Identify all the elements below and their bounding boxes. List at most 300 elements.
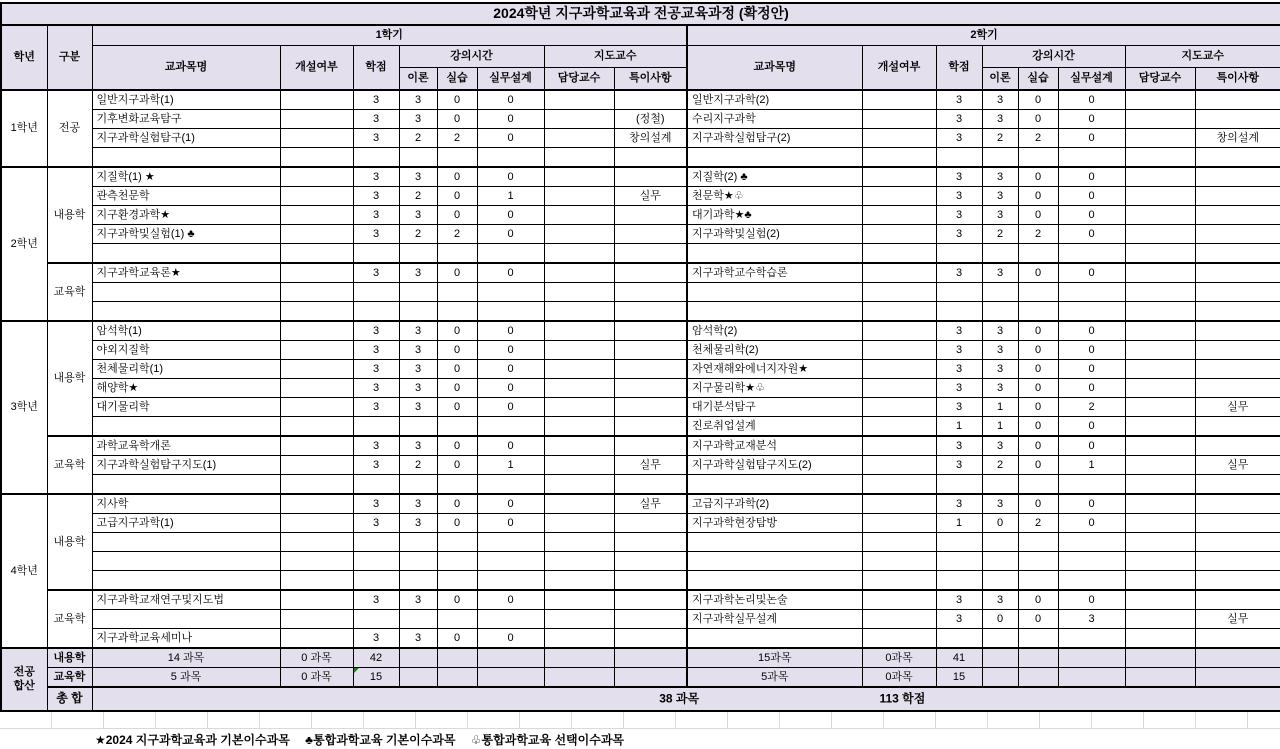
course-name-cell: 지구과학교육론★ [92, 263, 280, 283]
course-name-cell: 기후변화교육탐구 [92, 110, 280, 129]
design-hours-cell: 0 [477, 110, 544, 129]
design-hours-cell [1058, 533, 1125, 552]
professor-cell [544, 533, 614, 552]
design-hours-cell: 0 [477, 129, 544, 148]
note-cell [1195, 283, 1280, 302]
course-name-cell: 지구과학및실험(2) [687, 225, 862, 244]
professor-cell [544, 148, 614, 168]
note-cell [1195, 436, 1280, 456]
design-hours-cell: 1 [477, 187, 544, 206]
course-name-cell: 과학교육학개론 [92, 436, 280, 456]
year-label: 3학년 [1, 321, 47, 494]
theory-hours-cell [399, 475, 437, 495]
design-hours-cell: 0 [477, 494, 544, 514]
note-cell [1195, 263, 1280, 283]
professor-cell [544, 110, 614, 129]
course-name-cell: 암석학(2) [687, 321, 862, 341]
practice-hours-cell: 0 [1018, 398, 1058, 417]
practice-hours-cell: 2 [1018, 514, 1058, 533]
practice-hours-cell: 0 [1018, 456, 1058, 475]
design-hours-cell: 0 [1058, 321, 1125, 341]
practice-hours-cell: 0 [1018, 321, 1058, 341]
theory-hours-cell [982, 533, 1018, 552]
design-hours-cell: 0 [1058, 417, 1125, 437]
credits-cell [936, 571, 982, 591]
note-cell: 실무 [1195, 610, 1280, 629]
offered-cell [862, 129, 936, 148]
offered-cell [862, 225, 936, 244]
note-cell [1195, 244, 1280, 264]
course-name-cell: 지질학(1) ★ [92, 167, 280, 187]
offered-cell [280, 475, 353, 495]
professor-cell [544, 283, 614, 302]
practice-hours-cell: 0 [1018, 379, 1058, 398]
theory-hours-cell: 0 [982, 610, 1018, 629]
theory-hours-cell [399, 552, 437, 571]
theory-hours-cell: 3 [982, 90, 1018, 110]
offered-cell [280, 302, 353, 322]
offered-cell [862, 283, 936, 302]
design-hours-cell [477, 475, 544, 495]
section-label: 교육학 [47, 590, 92, 648]
offered-cell [280, 456, 353, 475]
offered-cell [280, 341, 353, 360]
professor-cell [544, 360, 614, 379]
note-cell [614, 341, 687, 360]
offered-cell [862, 90, 936, 110]
practice-hours-cell: 0 [1018, 360, 1058, 379]
note-cell [614, 475, 687, 495]
note-cell [614, 244, 687, 264]
practice-hours-cell [1018, 244, 1058, 264]
note-cell [1195, 514, 1280, 533]
credits-cell [353, 475, 399, 495]
practice-hours-cell [1018, 283, 1058, 302]
theory-hours-cell: 2 [982, 129, 1018, 148]
credits-cell: 3 [353, 129, 399, 148]
credits-cell: 3 [936, 90, 982, 110]
practice-hours-cell: 0 [437, 321, 477, 341]
offered-cell [862, 494, 936, 514]
professor-cell [544, 187, 614, 206]
practice-hours-cell: 0 [1018, 590, 1058, 610]
design-hours-cell [1058, 148, 1125, 168]
offered-cell [862, 379, 936, 398]
year-label: 2학년 [1, 167, 47, 321]
course-name-cell: 지구과학교수학습론 [687, 263, 862, 283]
note-cell [1195, 379, 1280, 398]
page-title: 2024학년 지구과학교육과 전공교육과정 (확정안) [1, 3, 1280, 25]
practice-hours-cell: 0 [1018, 263, 1058, 283]
year-label: 4학년 [1, 494, 47, 648]
theory-hours-cell [399, 417, 437, 437]
note-cell [1195, 341, 1280, 360]
note-cell [1195, 167, 1280, 187]
credits-cell: 3 [936, 206, 982, 225]
course-name-cell: 지구과학교육세미나 [92, 629, 280, 649]
note-cell [1195, 494, 1280, 514]
design-hours-cell: 0 [477, 398, 544, 417]
professor-cell [544, 379, 614, 398]
credits-cell [936, 283, 982, 302]
summary-group-label [1, 648, 47, 711]
course-name-cell: 지구과학실험탐구(2) [687, 129, 862, 148]
practice-hours-cell: 0 [1018, 110, 1058, 129]
design-hours-cell: 0 [1058, 187, 1125, 206]
summary-group-line2: 합산 [13, 679, 35, 692]
theory-hours-cell: 2 [399, 225, 437, 244]
practice-hours-cell: 0 [437, 187, 477, 206]
credits-cell: 3 [353, 436, 399, 456]
professor-cell [544, 129, 614, 148]
offered-cell [280, 494, 353, 514]
credits-cell: 3 [353, 514, 399, 533]
professor-cell [544, 514, 614, 533]
theory-hours-cell [399, 244, 437, 264]
course-name-cell: 지구과학실험탐구지도(1) [92, 456, 280, 475]
theory-hours-cell: 3 [982, 110, 1018, 129]
credits-cell [353, 571, 399, 591]
note-cell [614, 225, 687, 244]
note-cell [1195, 571, 1280, 591]
practice-hours-cell [1018, 148, 1058, 168]
theory-hours-cell: 3 [982, 360, 1018, 379]
professor-cell [544, 263, 614, 283]
course-name-cell: 지구과학교재분석 [687, 436, 862, 456]
note-cell [614, 302, 687, 322]
col-header-professor-s2: 담당교수 [1125, 68, 1195, 91]
professor-cell [1125, 436, 1195, 456]
total-credits: 113 학점 [879, 691, 926, 706]
offered-cell [280, 610, 353, 629]
professor-cell [1125, 244, 1195, 264]
theory-hours-cell: 3 [399, 360, 437, 379]
note-cell [614, 571, 687, 591]
note-cell [614, 206, 687, 225]
credits-cell [936, 148, 982, 168]
offered-cell [280, 187, 353, 206]
note-cell: (정철) [614, 110, 687, 129]
theory-hours-cell: 3 [399, 514, 437, 533]
design-hours-cell: 0 [1058, 129, 1125, 148]
design-hours-cell: 0 [1058, 167, 1125, 187]
col-header-note-s1: 특이사항 [614, 68, 687, 91]
credits-cell: 3 [936, 225, 982, 244]
professor-cell [1125, 90, 1195, 110]
theory-hours-cell: 0 [982, 514, 1018, 533]
practice-hours-cell: 0 [437, 341, 477, 360]
professor-cell [544, 244, 614, 264]
total-course-count: 38 과목 [659, 691, 700, 706]
design-hours-cell: 0 [1058, 494, 1125, 514]
professor-cell [544, 494, 614, 514]
professor-cell [1125, 148, 1195, 168]
course-name-cell [687, 475, 862, 495]
credits-cell [353, 283, 399, 302]
course-name-cell: 진로취업설계 [687, 417, 862, 437]
design-hours-cell: 1 [1058, 456, 1125, 475]
course-name-cell: 고급지구과학(2) [687, 494, 862, 514]
course-name-cell: 천문학★♧ [687, 187, 862, 206]
course-name-cell [687, 552, 862, 571]
practice-hours-cell: 0 [437, 398, 477, 417]
summary-credits-s2: 15 [936, 668, 982, 688]
summary-row-label: 내용학 [47, 648, 92, 668]
credits-cell: 3 [353, 110, 399, 129]
theory-hours-cell [982, 629, 1018, 649]
practice-hours-cell: 0 [437, 456, 477, 475]
col-header-note-s2: 특이사항 [1195, 68, 1280, 91]
design-hours-cell: 0 [1058, 436, 1125, 456]
theory-hours-cell: 3 [399, 321, 437, 341]
offered-cell [862, 610, 936, 629]
section-label: 교육학 [47, 436, 92, 494]
summary-course-count-s1: 5 과목 [92, 668, 280, 688]
credits-cell: 3 [353, 321, 399, 341]
professor-cell [544, 590, 614, 610]
note-cell [1195, 590, 1280, 610]
note-cell [1195, 302, 1280, 322]
professor-cell [544, 436, 614, 456]
theory-hours-cell: 3 [399, 206, 437, 225]
offered-cell [862, 302, 936, 322]
course-name-cell: 야외지질학 [92, 341, 280, 360]
summary-total-label: 총 합 [47, 687, 92, 711]
col-header-advisor-s1: 지도교수 [544, 46, 687, 68]
credits-cell: 3 [936, 590, 982, 610]
credits-cell [353, 148, 399, 168]
credits-cell: 3 [936, 263, 982, 283]
design-hours-cell [1058, 475, 1125, 495]
note-cell [1195, 90, 1280, 110]
offered-cell [280, 398, 353, 417]
practice-hours-cell: 0 [1018, 206, 1058, 225]
offered-cell [280, 90, 353, 110]
theory-hours-cell: 3 [399, 110, 437, 129]
note-cell [614, 263, 687, 283]
note-cell: 창의설계 [1195, 129, 1280, 148]
credits-cell: 3 [936, 360, 982, 379]
note-cell [614, 283, 687, 302]
credits-cell [353, 533, 399, 552]
course-name-cell [92, 475, 280, 495]
theory-hours-cell: 3 [982, 590, 1018, 610]
practice-hours-cell [1018, 533, 1058, 552]
col-header-advisor-s2: 지도교수 [1125, 46, 1280, 68]
offered-cell [862, 514, 936, 533]
professor-cell [1125, 129, 1195, 148]
design-hours-cell: 0 [1058, 206, 1125, 225]
design-hours-cell [1058, 283, 1125, 302]
offered-cell [280, 552, 353, 571]
practice-hours-cell [1018, 571, 1058, 591]
professor-cell [544, 206, 614, 225]
theory-hours-cell: 1 [982, 398, 1018, 417]
design-hours-cell [477, 552, 544, 571]
design-hours-cell: 3 [1058, 610, 1125, 629]
theory-hours-cell [399, 610, 437, 629]
professor-cell [544, 571, 614, 591]
col-header-design-s2: 실무설계 [1058, 68, 1125, 91]
offered-cell [280, 110, 353, 129]
note-cell [1195, 206, 1280, 225]
theory-hours-cell: 3 [982, 321, 1018, 341]
note-cell [614, 148, 687, 168]
professor-cell [1125, 206, 1195, 225]
practice-hours-cell: 2 [437, 129, 477, 148]
offered-cell [280, 167, 353, 187]
offered-cell [862, 629, 936, 649]
note-cell [1195, 552, 1280, 571]
course-name-cell: 수리지구과학 [687, 110, 862, 129]
offered-cell [280, 129, 353, 148]
credits-cell [936, 475, 982, 495]
offered-cell [862, 398, 936, 417]
design-hours-cell: 0 [477, 629, 544, 649]
credits-cell: 3 [353, 167, 399, 187]
col-header-credits-s2: 학점 [936, 46, 982, 91]
note-cell: 실무 [1195, 398, 1280, 417]
offered-cell [862, 571, 936, 591]
practice-hours-cell [1018, 552, 1058, 571]
professor-cell [1125, 494, 1195, 514]
theory-hours-cell [982, 571, 1018, 591]
course-name-cell [687, 244, 862, 264]
course-name-cell: 천체물리학(1) [92, 360, 280, 379]
theory-hours-cell [982, 302, 1018, 322]
offered-cell [280, 436, 353, 456]
course-name-cell: 지구과학실험탐구지도(2) [687, 456, 862, 475]
credits-cell: 3 [353, 398, 399, 417]
offered-cell [862, 167, 936, 187]
offered-cell [280, 629, 353, 649]
design-hours-cell: 2 [1058, 398, 1125, 417]
practice-hours-cell [437, 533, 477, 552]
theory-hours-cell: 2 [399, 187, 437, 206]
course-name-cell: 대기과학★♣ [687, 206, 862, 225]
note-cell: 실무 [614, 187, 687, 206]
col-header-course-s1: 교과목명 [92, 46, 280, 91]
design-hours-cell [477, 148, 544, 168]
design-hours-cell: 0 [1058, 110, 1125, 129]
col-header-year: 학년 [1, 25, 47, 90]
offered-cell [280, 283, 353, 302]
course-name-cell: 지구과학교재연구및지도법 [92, 590, 280, 610]
note-cell [1195, 187, 1280, 206]
offered-cell [280, 379, 353, 398]
theory-hours-cell: 3 [982, 263, 1018, 283]
course-name-cell: 지사학 [92, 494, 280, 514]
course-name-cell: 대기분석탐구 [687, 398, 862, 417]
design-hours-cell: 0 [1058, 360, 1125, 379]
note-cell [614, 360, 687, 379]
col-header-lecture-hours-s1: 강의시간 [399, 46, 544, 68]
practice-hours-cell [1018, 629, 1058, 649]
summary-credits-s2: 41 [936, 648, 982, 668]
offered-cell [862, 360, 936, 379]
professor-cell [1125, 610, 1195, 629]
theory-hours-cell: 2 [399, 129, 437, 148]
design-hours-cell: 0 [1058, 514, 1125, 533]
col-header-semester2: 2학기 [687, 25, 1280, 46]
section-label: 내용학 [47, 167, 92, 263]
practice-hours-cell: 0 [437, 590, 477, 610]
professor-cell [1125, 302, 1195, 322]
practice-hours-cell [437, 244, 477, 264]
design-hours-cell: 0 [477, 263, 544, 283]
practice-hours-cell [437, 302, 477, 322]
offered-cell [280, 360, 353, 379]
note-cell: 실무 [614, 456, 687, 475]
practice-hours-cell: 0 [1018, 610, 1058, 629]
practice-hours-cell [437, 475, 477, 495]
col-header-theory-s1: 이론 [399, 68, 437, 91]
credits-cell: 3 [353, 263, 399, 283]
practice-hours-cell: 0 [437, 206, 477, 225]
credits-cell: 3 [936, 110, 982, 129]
course-name-cell: 천체물리학(2) [687, 341, 862, 360]
professor-cell [544, 167, 614, 187]
course-name-cell: 자연재해와에너지자원★ [687, 360, 862, 379]
credits-cell: 3 [936, 167, 982, 187]
summary-credits-s1: 15 [353, 668, 399, 688]
credits-cell: 3 [353, 206, 399, 225]
credits-cell: 3 [353, 360, 399, 379]
course-name-cell [687, 533, 862, 552]
design-hours-cell: 0 [477, 225, 544, 244]
course-name-cell [92, 244, 280, 264]
note-cell [614, 533, 687, 552]
practice-hours-cell: 0 [1018, 90, 1058, 110]
offered-cell [862, 110, 936, 129]
credits-cell: 3 [936, 187, 982, 206]
theory-hours-cell: 3 [982, 379, 1018, 398]
credits-cell: 3 [936, 321, 982, 341]
theory-hours-cell: 2 [982, 456, 1018, 475]
note-cell [614, 436, 687, 456]
theory-hours-cell: 2 [399, 456, 437, 475]
note-cell [614, 167, 687, 187]
practice-hours-cell [437, 417, 477, 437]
course-name-cell [687, 302, 862, 322]
summary-course-count-s1: 14 과목 [92, 648, 280, 668]
course-name-cell: 대기물리학 [92, 398, 280, 417]
note-cell [1195, 533, 1280, 552]
summary-group-line1: 전공 [13, 665, 35, 678]
note-cell [614, 90, 687, 110]
theory-hours-cell [399, 302, 437, 322]
offered-cell [280, 571, 353, 591]
offered-cell [862, 206, 936, 225]
note-cell [614, 514, 687, 533]
theory-hours-cell: 3 [982, 206, 1018, 225]
professor-cell [544, 341, 614, 360]
course-name-cell [687, 283, 862, 302]
professor-cell [1125, 417, 1195, 437]
practice-hours-cell: 0 [1018, 341, 1058, 360]
credits-cell [353, 244, 399, 264]
credits-cell [936, 629, 982, 649]
theory-hours-cell: 3 [982, 187, 1018, 206]
design-hours-cell: 0 [1058, 263, 1125, 283]
offered-cell [862, 533, 936, 552]
professor-cell [1125, 187, 1195, 206]
offered-cell [862, 475, 936, 495]
course-name-cell: 지구과학현장탐방 [687, 514, 862, 533]
course-name-cell: 지구과학논리및논술 [687, 590, 862, 610]
practice-hours-cell: 0 [437, 263, 477, 283]
theory-hours-cell: 3 [982, 436, 1018, 456]
